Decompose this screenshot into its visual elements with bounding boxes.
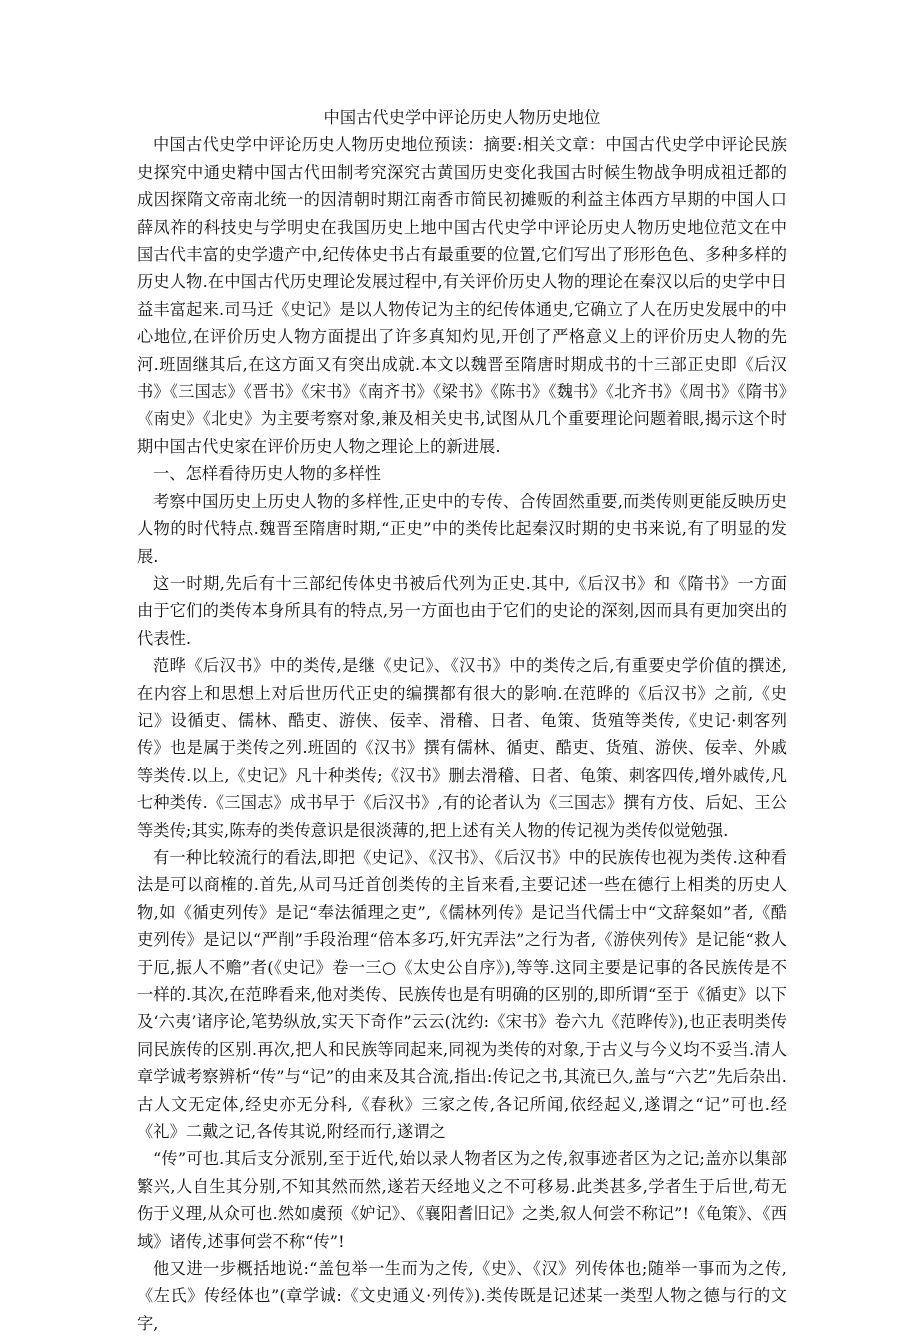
paragraph-1: 考察中国历史上历史人物的多样性,正史中的专传、合传固然重要,而类传则更能反映历史人物的时代特点.魏晋至隋唐时期,“正史”中的类传比起秦汉时期的史书来说,有了明显的发展. [137, 491, 787, 566]
paragraph-intro: 中国古代史学中评论历史人物历史地位预读：摘要:相关文章：中国古代史学中评论民族史探究中通史精中国古代田制考究深究古黄国历史变化我国古时候生物战争明成祖迁都的成因探隋文帝南北统一的因清朝时期江南香市简民初摊贩的利益主体西方早期的中国人口薛凤祚的科技史与学明史在我国历史上地中国古代史学中评论历史人物历史地位范文在中国古代丰富的史学遗产中,纪传体史书占有最重要的位置,它们写出了形形色色、多种多样的历史人物.在中国古代历史理论发展过程中,有关评价历史人物的理论在秦汉以后的史学中日益丰富起来.司马迁《史记》是以人物传记为主的纪传体通史,它确立了人在历史发展中的中心地位,在评价历史人物方面提出了许多真知灼见,开创了严格意义上的评价历史人物的先河.班固继其后,在这方面又有突出成就.本文以魏晋至隋唐时期成书的十三部正史即《后汉书》《三国志》《晋书》《宋书》《南齐书》《梁书》《陈书》《魏书》《北齐书》《周书》《隋书》《南史》《北史》为主要考察对象,兼及相关史书,试图从几个重要理论问题着眼,揭示这个时期中国古代史家在评价历史人物之理论上的新进展. [137, 135, 787, 456]
document-title: 中国古代史学中评论历史人物历史地位 [323, 108, 601, 127]
paragraph-2: 这一时期,先后有十三部纪传体史书被后代列为正史.其中,《后汉书》和《隋书》一方面由于它们的类传本身所具有的特点,另一方面也由于它们的史论的深刻,因而具有更加突出的代表性. [137, 573, 787, 648]
paragraph-5: “传”可也.其后支分派别,至于近代,始以录人物者区为之传,叙事迹者区为之记;盖亦以集部繁兴,人自生其分别,不知其然而然,遂若天经地义之不可移易.此类甚多,学者生于后世,苟无伤于义理,从众可也.然如虞预《妒记》、《襄阳耆旧记》之类,叙人何尝不称记”!《龟策》、《西域》诸传,述事何尝不称“传”! [137, 1149, 787, 1251]
paragraph-6: 他又进一步概括地说:“盖包举一生而为之传,《史》、《汉》列传体也;随举一事而为之传,《左氏》传经体也”(章学诚:《文史通义·列传》).类传既是记述某一类型人物之德与行的文字, [137, 1259, 787, 1333]
document-page [137, 104, 787, 1337]
section-heading: 一、怎样看待历史人物的多样性 [153, 464, 382, 484]
paragraph-3: 范晔《后汉书》中的类传,是继《史记》、《汉书》中的类传之后,有重要史学价值的撰述,在内容上和思想上对后世历代正史的编撰都有很大的影响.在范晔的《后汉书》之前,《史记》设循吏、儒林、酷吏、游侠、佞幸、滑稽、日者、龟策、货殖等类传,《史记·刺客列传》也是属于类传之列.班固的《汉书》撰有儒林、循吏、酷吏、货殖、游侠、佞幸、外戚等类传.以上,《史记》凡十种类传;《汉书》删去滑稽、日者、龟策、刺客四传,增外戚传,凡七种类传.《三国志》成书早于《后汉书》,有的论者认为《三国志》撰有方伎、后妃、王公等类传;其实,陈寿的类传意识是很淡薄的,把上述有关人物的传记视为类传似觉勉强. [137, 656, 787, 840]
paragraph-4: 有一种比较流行的看法,即把《史记》、《汉书》、《后汉书》中的民族传也视为类传.这种看法是可以商榷的.首先,从司马迁首创类传的主旨来看,主要记述一些在德行上相类的历史人物,如《循吏列传》是记“奉法循理之吏”,《儒林列传》是记当代儒士中“文辞粲如”者,《酷吏列传》是记以“严削”手段治理“倍本多巧,奸宄弄法”之行为者,《游侠列传》是记能“救人于厄,振人不赡”者(《史记》卷一三○《太史公自序》),等等.这同主要是记事的各民族传是不一样的.其次,在范晔看来,他对类传、民族传也是有明确的区别的,即所谓“至于《循吏》以下及‘六夷’诸序论,笔势纵放,实天下奇作”云云(沈约:《宋书》卷六九《范晔传》),也正表明类传同民族传的区别.再次,把人和民族等同起来,同视为类传的对象,于古义与今义均不妥当.清人章学诚考察辨析“传”与“记”的由来及其合流,指出:传记之书,其流已久,盖与“六艺”先后杂出.古人文无定体,经史亦无分科,《春秋》三家之传,各记所闻,依经起义,遂谓之“记”可也.经《礼》二戴之记,各传其说,附经而行,遂谓之 [137, 847, 787, 1142]
